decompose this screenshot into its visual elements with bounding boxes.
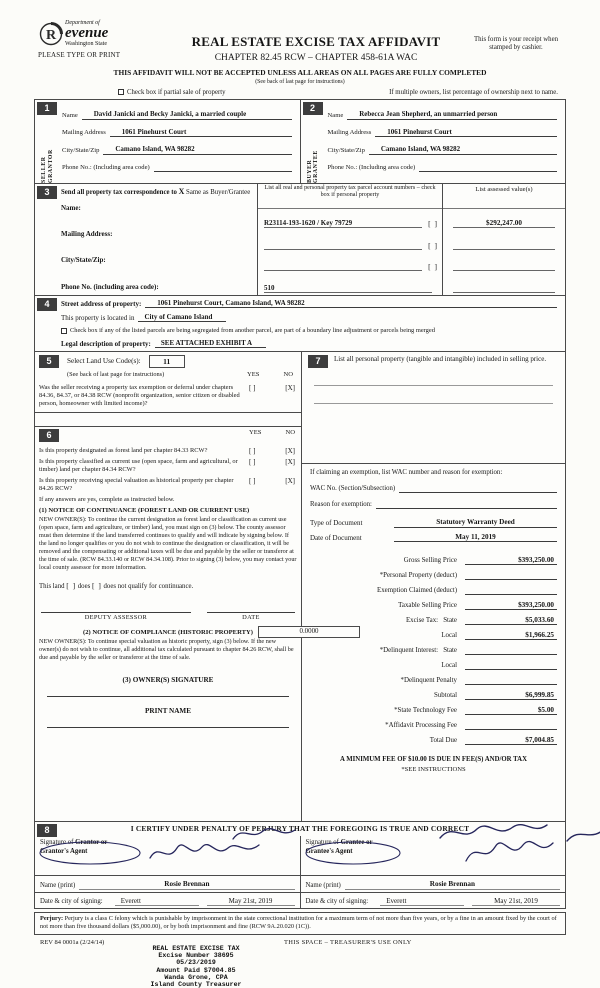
owners-signature-line (47, 685, 289, 697)
partial-sale-row (118, 89, 558, 97)
located-in-value: City of Camano Island (138, 313, 226, 322)
seller-name-value: David Janicki and Becky Janicki, a married couple (82, 110, 292, 119)
fin-label: *State Technology Fee (394, 707, 457, 715)
assessed-row (443, 252, 565, 274)
forest-land-question: Is this property designated as forest land per chapter 84.33 RCW? (39, 446, 208, 454)
segregated-checkbox (61, 328, 67, 334)
same-as-x-mark: X (178, 186, 185, 196)
seller-phone-label: Phone No.: (Including area code) (62, 163, 150, 171)
personal-property-checkbox: [ ] (428, 219, 438, 229)
notice-continuance-text: NEW OWNER(S): To continue the current designation as forest land or classification as current use (open space, farm and agriculture, or timber) land, you must sign on (3) below. The county assessor must then determine if the land transferred continues to qualify and will indicate by signing below. If the land no longer qualifies or you do not wish to continue the designation or classification, it will be removed and the compensating or additional taxes will be due and payable by the seller or transferor at the time of sale. (RCW 84.33.140 or RCW 84.34.108). Prior to signing (3) below, you may contact your local county assessor for more information. (39, 515, 297, 572)
correspondence-name-label: Name: (61, 203, 81, 212)
fin-value (465, 586, 557, 595)
grantor-city-value: Everett (115, 897, 199, 906)
revenue-logo-icon (38, 21, 64, 47)
exemption-yes-checkbox: [ ] (249, 383, 256, 392)
section-2-badge: 2 (303, 102, 323, 115)
stamp-treasurer-title: Island County Treasurer (150, 981, 242, 988)
minimum-fee-note: A MINIMUM FEE OF $10.00 IS DUE IN FEE(S) AND/OR TAX (340, 756, 527, 764)
fin-value (465, 646, 557, 655)
parcel-row (258, 273, 442, 295)
delinquent-penalty-row (302, 670, 557, 685)
send-correspondence-label: Send all property tax correspondence to (61, 188, 177, 196)
document-type-label: Type of Document (310, 519, 363, 528)
land-designation-section (35, 426, 301, 821)
current-use-question: Is this property classified as current use (open space, farm and agricultural, or timber) land per chapter 84.34 RCW? (39, 458, 238, 474)
grantor-date-city-label: Date & city of signing: (40, 897, 103, 905)
seller-csz-label: City/State/Zip (62, 146, 100, 154)
document-info-block (302, 511, 565, 547)
does-checkbox: [ ] (66, 581, 77, 591)
exemption-claim-block (302, 464, 565, 511)
correspondence-phone-label: Phone No. (including area code): (61, 282, 159, 291)
fin-value: $393,250.00 (465, 601, 557, 611)
grantee-city-value: Everett (380, 897, 464, 906)
form-header (38, 20, 570, 64)
grantor-printed-name: Rosie Brennan (79, 880, 294, 890)
yes-column-header: YES (249, 428, 262, 436)
correspondence-address-label: Mailing Address: (61, 230, 113, 239)
stamp-amount-paid: Amount Paid $7004.85 (156, 966, 236, 974)
notice-compliance-text: NEW OWNER(S): To continue special valuation as historic property, sign (3) below. If the new owner(s) do not wish to continue, all additional tax calculated pursuant to chapter 84.26 RCW, shall be due and payable by the seller or transferor at the time of sale. (39, 638, 294, 662)
personal-property-section (302, 352, 565, 464)
document-type-value: Statutory Warranty Deed (394, 518, 557, 528)
taxable-selling-price-row (302, 595, 557, 610)
buyer-phone-label: Phone No.: (Including area code) (327, 163, 416, 171)
grantor-signature-pre: Signature of (40, 838, 74, 846)
property-address-section (35, 296, 565, 352)
send-correspondence-line (61, 187, 253, 198)
section-1-badge: 1 (37, 102, 57, 115)
excise-tax-local-row (299, 625, 557, 640)
section-5-badge: 5 (39, 355, 59, 368)
treasurer-stamp (76, 945, 316, 988)
notice-compliance-title: (2) NOTICE OF COMPLIANCE (HISTORIC PROPERTY) (83, 629, 253, 637)
buyer-name-value: Rebecca Jean Shepherd, an unmarried person (347, 110, 557, 119)
fin-value: $393,250.00 (465, 556, 557, 566)
owners-signature-heading: (3) OWNER(S) SIGNATURE (122, 676, 214, 685)
grantee-printed-name: Rosie Brennan (345, 880, 560, 890)
buyer-band (301, 100, 326, 183)
seller-name-label: Name (62, 111, 78, 119)
deputy-assessor-signature-line (41, 605, 191, 613)
partial-sale-label: Check box if partial sale of property (127, 88, 226, 96)
receipt-note: This form is your receipt when stamped by cashier. (474, 36, 558, 52)
seller-address-value: 1061 Pinehurst Court (110, 128, 292, 137)
correspondence-phone-value: 510 (264, 284, 432, 293)
seller-phone-value (154, 163, 292, 172)
same-as-label: Same as Buyer/Grantee (186, 188, 251, 196)
parcel-number-blank (264, 241, 422, 250)
document-date-label: Date of Document (310, 534, 362, 543)
forest-yes-checkbox: [ ] (249, 446, 256, 455)
fin-value: $1,966.25 (465, 631, 557, 641)
form-revision-number: REV 84 0001a (2/24/14) (40, 938, 105, 946)
section-4-badge: 4 (37, 298, 57, 311)
buyer-address-value: 1061 Pinehurst Court (375, 128, 557, 137)
fin-label: *Delinquent Interest: State (379, 647, 457, 655)
land-use-see-back-note: (See back of last page for instructions) (67, 370, 165, 378)
street-address-value: 1061 Pinehurst Court, Camano Island, WA 98282 (145, 299, 557, 308)
fin-label: Exemption Claimed (deduct) (377, 587, 457, 595)
deputy-date-label: DATE (242, 614, 260, 622)
grantee-band-label: GRANTEE (313, 150, 319, 183)
see-back-note: (See back of last page for instructions) (255, 78, 345, 85)
assessed-row (443, 273, 565, 295)
fin-value: $7,004.85 (465, 736, 557, 746)
personal-property-checkbox: [ ] (428, 240, 438, 250)
print-name-line (47, 716, 289, 728)
historic-yes-checkbox: [ ] (249, 477, 256, 486)
historic-property-question: Is this property receiving special valuation as historical property per chapter 84.26 RCW? (39, 477, 234, 493)
form-title: REAL ESTATE EXCISE TAX AFFIDAVIT (191, 34, 441, 49)
exemption-claim-text: If claiming an exemption, list WAC number and reason for exemption: (310, 468, 503, 476)
does-label: does (77, 583, 91, 591)
exemption-deferral-question: Was the seller receiving a property tax exemption or deferral under chapters 84.36, 84.37, or 84.38 RCW (nonprofit organization, senior citizen or disabled person, homeowner with limited income)? (39, 383, 240, 407)
fin-value: $6,999.85 (465, 691, 557, 701)
exemption-no-checkbox: [X] (285, 383, 295, 392)
located-in-label: This property is located in (61, 313, 135, 322)
parcel-numbers-header: List all real and personal property tax parcel account numbers – check box if personal property (258, 184, 442, 209)
revenue-logo (38, 20, 170, 59)
section-8-badge: 8 (37, 824, 57, 837)
affidavit-processing-fee-row (302, 715, 557, 730)
delinquent-interest-local-row (302, 655, 557, 670)
buyer-address-label: Mailing Address (327, 129, 372, 137)
delinquent-interest-state-row (302, 640, 557, 655)
seller-band-label: SELLER (41, 156, 48, 183)
fin-label: Local (441, 662, 457, 670)
buyer-phone-value (419, 163, 557, 172)
section-3-badge: 3 (37, 186, 57, 199)
assessed-value-blank (453, 284, 555, 293)
deputy-date-line (207, 605, 295, 613)
logo-state: Washington State (65, 41, 108, 47)
form-footer (34, 938, 566, 988)
state-technology-fee-row (302, 700, 557, 715)
logo-revenue: evenue (65, 25, 109, 41)
seller-address-label: Mailing Address (62, 129, 106, 137)
no-column-header: NO (283, 370, 293, 378)
personal-property-deduct-row (302, 565, 557, 580)
correspondence-csz-label: City/State/Zip: (61, 256, 106, 265)
fin-label: Excise Tax: State (405, 617, 457, 625)
warning-line: THIS AFFIDAVIT WILL NOT BE ACCEPTED UNLESS ALL AREAS ON ALL PAGES ARE FULLY COMPLETED (113, 67, 487, 77)
legal-description-label: Legal description of property: (61, 339, 151, 348)
document-date-value: May 11, 2019 (394, 533, 557, 543)
fin-label: Total Due (429, 737, 457, 745)
grantee-name-print-label: Name (print) (305, 881, 341, 889)
print-name-heading: PRINT NAME (145, 706, 191, 715)
assessed-value: $292,247.00 (453, 219, 555, 229)
section-6-badge: 6 (39, 429, 59, 442)
continuance-qualify-line (39, 581, 297, 591)
assessed-value-blank (453, 241, 555, 250)
does-not-label: does not qualify for continuance. (103, 583, 194, 591)
fin-label: *Delinquent Penalty (400, 677, 457, 685)
fin-label: Local (441, 632, 457, 640)
deputy-assessor-label: DEPUTY ASSESSOR (84, 614, 148, 622)
buyer-csz-value: Camano Island, WA 98282 (369, 145, 557, 154)
current-use-no-checkbox: [X] (285, 458, 295, 467)
forest-no-checkbox: [X] (285, 446, 295, 455)
multiple-owners-note: If multiple owners, list percentage of ownership next to name. (389, 88, 558, 96)
tax-correspondence-section (35, 184, 565, 296)
gross-selling-price-row (302, 550, 557, 565)
seller-section (35, 100, 301, 183)
stamp-treasurer-name: Wanda Grone, CPA (164, 973, 228, 981)
does-not-checkbox: [ ] (91, 581, 102, 591)
buyer-section (301, 100, 566, 183)
if-yes-instruction: If any answers are yes, complete as instructed below. (39, 496, 175, 504)
assessed-row (443, 230, 565, 252)
financial-summary (299, 547, 565, 745)
fin-label: Subtotal (434, 692, 457, 700)
parcel-number-value: R23114-193-1620 / Key 79729 (264, 219, 422, 228)
personal-property-text: List all personal property (tangible and intangible) included in selling price. (334, 354, 547, 363)
fin-value: $5,033.60 (465, 616, 557, 626)
grantee-signature-label (306, 838, 401, 856)
partial-sale-checkbox (118, 89, 124, 95)
this-land-label: This land (39, 583, 65, 591)
svg-text:R: R (45, 27, 57, 43)
current-use-yes-checkbox: [ ] (249, 458, 256, 467)
parcel-row (258, 209, 442, 231)
grantor-signature-label (40, 838, 135, 856)
buyer-band-label: BUYER (306, 159, 313, 183)
personal-property-checkbox: [ ] (428, 262, 438, 272)
stamp-title: REAL ESTATE EXCISE TAX (152, 944, 240, 952)
buyer-csz-label: City/State/Zip (327, 146, 365, 154)
excise-tax-state-row (302, 610, 557, 625)
historic-no-checkbox: [X] (285, 477, 295, 486)
buyer-name-label: Name (327, 111, 344, 119)
grantee-date-value: May 21st, 2019 (472, 897, 560, 906)
signature-section (35, 822, 565, 908)
grantee-signature-bold: Grantee or Grantee's Agent (305, 838, 373, 856)
grantor-date-value: May 21st, 2019 (207, 897, 295, 906)
assessed-row (443, 209, 565, 231)
fin-label: *Affidavit Processing Fee (385, 722, 457, 730)
grantor-name-print-label: Name (print) (40, 881, 76, 889)
grantor-signature-bold: Grantor or Grantor's Agent (40, 838, 108, 856)
fin-value (465, 571, 557, 580)
exemption-reason-line (376, 500, 557, 509)
stamp-excise-number: Excise Number 38695 (158, 952, 234, 960)
wac-number-label: WAC No. (Section/Subsection) (310, 484, 396, 492)
personal-property-blank-line (314, 368, 553, 386)
subtotal-row (302, 685, 557, 700)
stamp-date: 05/23/2019 (176, 959, 216, 967)
exemption-claimed-row (302, 580, 557, 595)
logo-dept-of: Department of (65, 20, 100, 26)
assessed-values-header: List assessed value(s) (443, 184, 565, 209)
grantor-band-label: GRANTOR (47, 149, 54, 183)
type-or-print-note: PLEASE TYPE OR PRINT (38, 51, 121, 59)
grantee-date-city-label: Date & city of signing: (305, 897, 369, 905)
seller-csz-value: Camano Island, WA 98282 (103, 145, 291, 154)
fin-value (465, 676, 557, 685)
fin-label: *Personal Property (deduct) (379, 572, 457, 580)
notice-continuance-title: (1) NOTICE OF CONTINUANCE (FOREST LAND OR CURRENT USE) (39, 506, 250, 514)
no-column-header: NO (285, 428, 295, 436)
assessed-value-blank (453, 262, 555, 271)
see-instructions-note: *SEE INSTRUCTIONS (401, 766, 466, 774)
perjury-text: Perjury is a class C felony which is punishable by imprisonment in the state correctional institution for a maximum term of not more than five years, or by a fine in an amount fixed by the court of not more than five thousand dollars ($5,000.00), or by both imprisonment and fine (RCW 9A.20.020 (1C)). (40, 914, 557, 931)
local-rate-box: 0.0000 (258, 626, 360, 638)
perjury-notice (34, 912, 566, 935)
chapter-line: CHAPTER 82.45 RCW – CHAPTER 458-61A WAC (214, 52, 418, 63)
land-use-code-label: Select Land Use Code(s): (67, 357, 141, 366)
treasurer-space-note: THIS SPACE – TREASURER'S USE ONLY (284, 938, 412, 946)
exemption-reason-label: Reason for exemption: (310, 500, 372, 508)
personal-property-blank-line (314, 386, 553, 404)
perjury-lead: Perjury: (40, 914, 64, 922)
parcel-number-blank (264, 262, 422, 271)
fin-label: Taxable Selling Price (398, 602, 457, 610)
total-due-row (302, 730, 557, 745)
legal-description-value: SEE ATTACHED EXHIBIT A (155, 339, 266, 348)
land-use-code-value: 11 (149, 355, 185, 368)
seller-band (35, 100, 60, 183)
fin-label: Gross Selling Price (403, 557, 457, 565)
section-7-badge: 7 (308, 355, 328, 368)
fin-value: $5.00 (465, 706, 557, 716)
wac-number-line (399, 484, 557, 493)
yes-column-header: YES (247, 370, 260, 378)
land-use-section (35, 352, 301, 413)
form-body (34, 99, 566, 909)
fin-value (465, 661, 557, 670)
parcel-row (258, 230, 442, 252)
parcel-row (258, 252, 442, 274)
certify-statement: I CERTIFY UNDER PENALTY OF PERJURY THAT THE FOREGOING IS TRUE AND CORRECT (130, 823, 470, 833)
segregated-label: Check box if any of the listed parcels are being segregated from another parcel, are part of a boundary line adjustment or parcels being merged (70, 326, 435, 334)
fin-value (465, 721, 557, 730)
grantee-signature-pre: Signature of (305, 838, 339, 846)
street-address-label: Street address of property: (61, 299, 142, 308)
